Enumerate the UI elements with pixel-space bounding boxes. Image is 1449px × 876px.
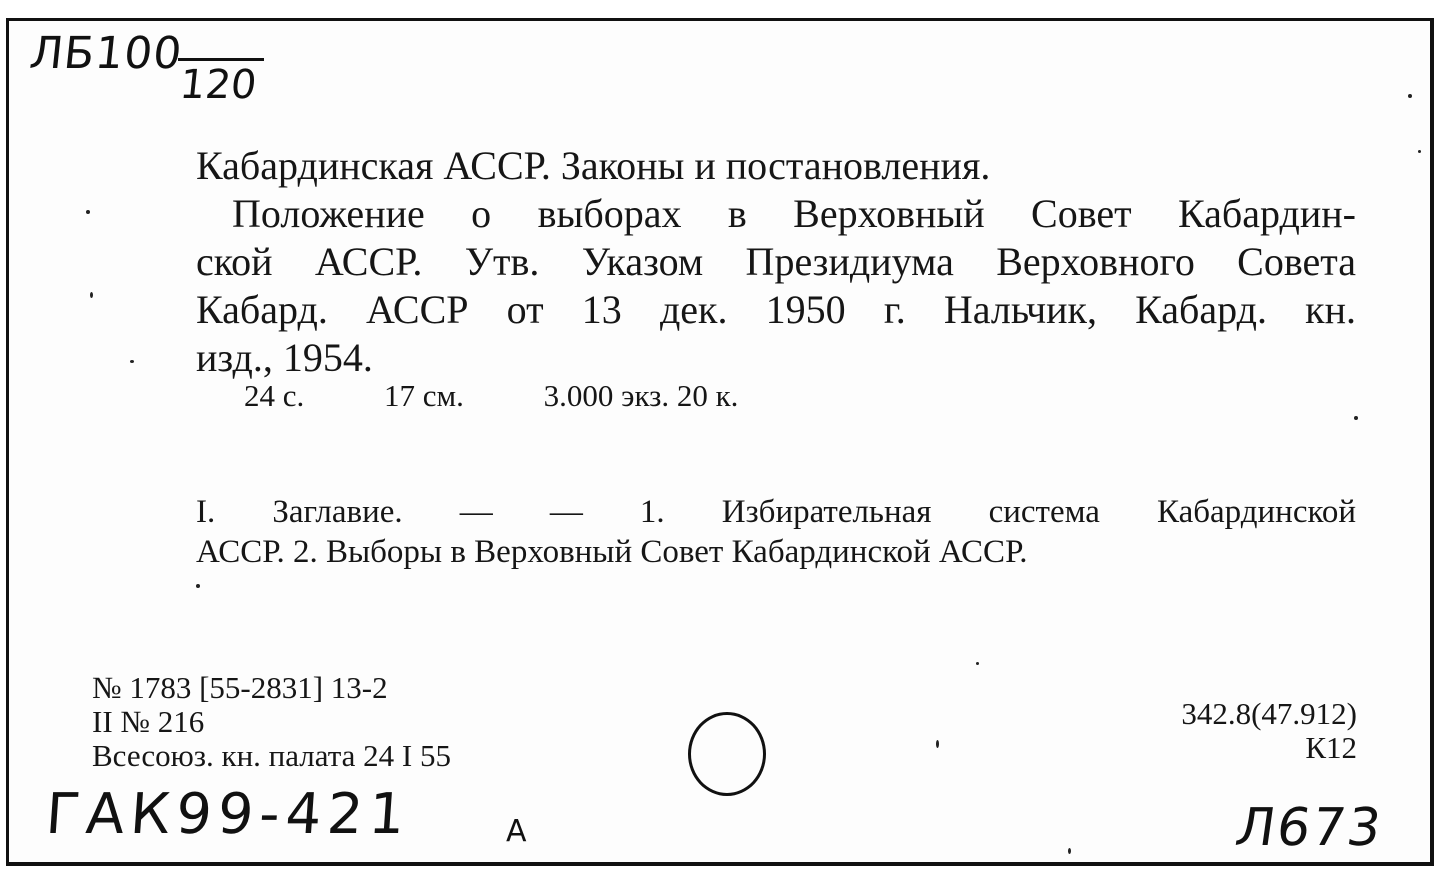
- shelf-fraction-bar: [178, 58, 264, 61]
- author-mark: К12: [1305, 730, 1357, 765]
- classification-code: 342.8(47.912): [1181, 696, 1357, 731]
- inventory-number-left: ГАК99-421: [43, 782, 413, 847]
- collation-size: 17 см.: [384, 378, 464, 413]
- speck: [1068, 848, 1071, 854]
- speck: [936, 740, 939, 748]
- body-line-3: Кабард. АССР от 13 дек. 1950 г. Нальчик, Кабард. кн.: [196, 287, 1356, 332]
- speck: [130, 360, 134, 363]
- inventory-number-right: Л673: [1231, 798, 1387, 858]
- speck: [86, 210, 90, 214]
- registration-series: II № 216: [92, 704, 205, 739]
- shelf-denominator: 120: [177, 62, 259, 108]
- collation-print-run: 3.000 экз. 20 к.: [543, 378, 739, 413]
- collation-pages: 24 с.: [244, 378, 305, 413]
- card-heading: Кабардинская АССР. Законы и постановления.: [196, 143, 991, 188]
- inventory-suffix: А: [506, 814, 527, 849]
- speck: [1408, 94, 1412, 98]
- subject-line-1: I. Заглавие. — — 1. Избирательная система Кабардинской: [196, 494, 1356, 530]
- registration-chamber: Всесоюз. кн. палата 24 I 55: [92, 738, 451, 773]
- registration-number: № 1783 [55-2831] 13-2: [92, 670, 388, 705]
- speck: [1418, 150, 1421, 153]
- speck: [196, 584, 200, 588]
- speck: [90, 292, 93, 298]
- subject-line-2: АССР. 2. Выборы в Верховный Совет Кабардинской АССР.: [196, 534, 1028, 570]
- speck: [976, 662, 979, 665]
- collation: [244, 378, 810, 414]
- shelf-mark: ЛБ100: [27, 28, 185, 79]
- body-line-2: ской АССР. Утв. Указом Президиума Верховного Совета: [196, 239, 1356, 284]
- body-line-4: изд., 1954.: [196, 335, 373, 380]
- circle-stamp: [688, 712, 766, 796]
- speck: [1354, 416, 1358, 420]
- body-line-1: Положение о выборах в Верховный Совет Кабардин-: [232, 191, 1356, 236]
